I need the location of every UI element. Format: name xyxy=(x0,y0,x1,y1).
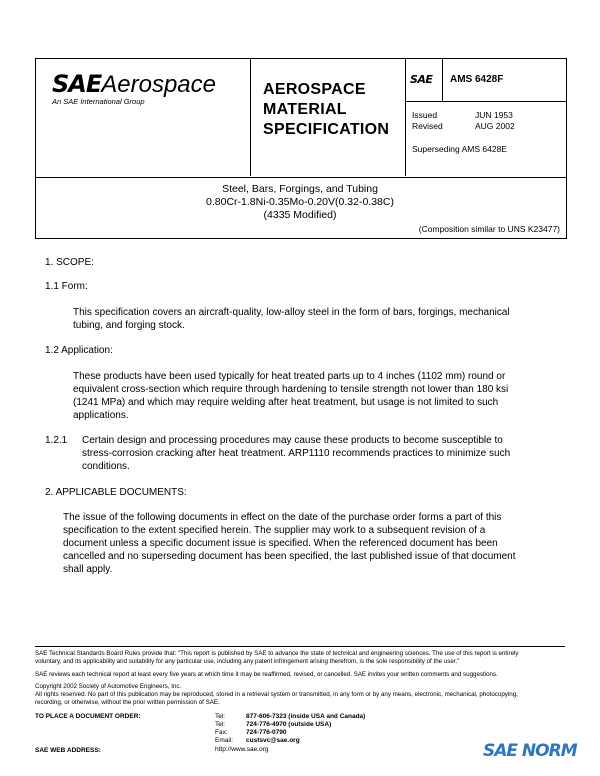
header-divider xyxy=(442,58,443,101)
header-divider xyxy=(405,101,566,102)
paragraph xyxy=(73,370,563,422)
text-line: stress-corrosion cracking after heat treatment. ARP1110 recommends practices to minimize such xyxy=(82,448,511,459)
contact-value: custsvc@sae.org xyxy=(246,737,300,744)
sae-norm-logo-text: SAE NORM xyxy=(483,741,577,761)
logo-subtitle: An SAE International Group xyxy=(52,97,145,106)
sae-norm-logo xyxy=(483,741,577,761)
contact-value: 724-776-0790 xyxy=(246,729,287,736)
text-line: conditions. xyxy=(82,461,130,472)
contact-values xyxy=(246,713,365,745)
footer-rule xyxy=(35,646,565,647)
superseding-note: Superseding AMS 6428E xyxy=(412,144,507,154)
revised-label: Revised xyxy=(412,121,443,131)
text-line: All rights reserved. No part of this publication may be reproduced, stored in a retrieval system or transmitted, in any form or by any means, electronic, mechanical, photocopying, xyxy=(35,691,518,698)
composition-note: (Composition similar to UNS K23477) xyxy=(418,224,560,234)
text-line: voluntary, and its applicability and suitability for any particular use, including any patent infringement arising therefrom, is the sole responsibility of the user." xyxy=(35,658,460,665)
title-line: MATERIAL xyxy=(263,101,347,118)
title-line: 0.80Cr-1.8Ni-0.35Mo-0.20V(0.32-0.38C) xyxy=(206,196,394,208)
contact-labels xyxy=(215,713,233,745)
section-heading: 1.1 Form: xyxy=(45,281,88,292)
web-address-link[interactable]: http://www.sae.org xyxy=(215,746,269,753)
footer-copyright xyxy=(35,683,565,707)
material-title xyxy=(35,183,565,222)
title-line: AEROSPACE xyxy=(263,81,366,98)
doc-number: AMS 6428F xyxy=(450,74,504,85)
text-line: This specification covers an aircraft-quality, low-alloy steel in the form of bars, forgings, mechanical xyxy=(73,307,510,318)
document-type-title xyxy=(263,80,389,140)
text-line: applications. xyxy=(73,410,129,421)
issued-label: Issued xyxy=(412,110,438,120)
text-line: document unless a specific document issue is specified. When the referenced document has been xyxy=(63,538,498,549)
issued-value: JUN 1953 xyxy=(475,110,513,120)
contact-value: 724-776-4970 (outside USA) xyxy=(246,721,332,728)
paragraph xyxy=(63,511,563,576)
contact-value: 877-606-7323 (inside USA and Canada) xyxy=(246,713,366,720)
sae-aerospace-logo xyxy=(52,70,216,99)
text-line: SAE Technical Standards Board Rules provide that: "This report is published by SAE to advance the state of technical and engineering sciences. The use of this report is entirely xyxy=(35,650,519,657)
web-label: SAE WEB ADDRESS: xyxy=(35,747,101,754)
title-line: Steel, Bars, Forgings, and Tubing xyxy=(222,183,378,195)
logo-aerospace-text: Aerospace xyxy=(101,71,217,98)
logo-sae-text: SAE xyxy=(52,70,102,98)
text-line: tubing, and forging stock. xyxy=(73,320,185,331)
section-heading: 2. APPLICABLE DOCUMENTS: xyxy=(45,487,187,498)
title-line: SPECIFICATION xyxy=(263,121,390,138)
text-line: cancelled and no superseding document has been specified, the last published issue of that document xyxy=(63,551,516,562)
paragraph xyxy=(82,434,562,473)
header-divider xyxy=(250,58,251,176)
footer-review-note: SAE reviews each technical report at least every five years at which time it may be reaffirmed, revised, or cancelled. SAE invites your written comments and suggestions. xyxy=(35,671,498,678)
text-line: specification to the extent specified herein. The supplier may work to a subsequent revision of a xyxy=(63,525,486,536)
text-line: recording, or otherwise, without the prior written permission of SAE. xyxy=(35,699,220,706)
section-heading: 1. SCOPE: xyxy=(45,257,94,268)
text-line: These products have been used typically for heat treated parts up to 4 inches (1102 mm) round or xyxy=(73,371,506,382)
revised-value: AUG 2002 xyxy=(475,121,515,131)
text-line: shall apply. xyxy=(63,564,113,575)
title-line: (4335 Modified) xyxy=(263,209,337,221)
section-number: 1.2.1 xyxy=(45,435,68,446)
footer-notice xyxy=(35,650,565,666)
contact-label: Email: xyxy=(215,737,234,744)
header-divider xyxy=(405,58,406,176)
section-heading: 1.2 Application: xyxy=(45,345,113,356)
contact-label: Fax: xyxy=(215,729,228,736)
sae-mini-logo: SAE xyxy=(410,73,433,86)
contact-label: Tel: xyxy=(215,713,226,720)
text-line: equivalent cross-section which require through hardening to tensile strength not lower than 180 ksi xyxy=(73,384,509,395)
text-line: (1241 MPa) and which may require welding after heat treatment, but usage is not limited to such xyxy=(73,397,499,408)
order-label: TO PLACE A DOCUMENT ORDER: xyxy=(35,713,141,720)
text-line: Copyright 2002 Society of Automotive Engineers, Inc. xyxy=(35,683,182,690)
contact-label: Tel: xyxy=(215,721,226,728)
text-line: Certain design and processing procedures may cause these products to become susceptible to xyxy=(82,435,503,446)
text-line: The issue of the following documents in effect on the date of the purchase order forms a part of this xyxy=(63,512,502,523)
paragraph xyxy=(73,306,563,332)
